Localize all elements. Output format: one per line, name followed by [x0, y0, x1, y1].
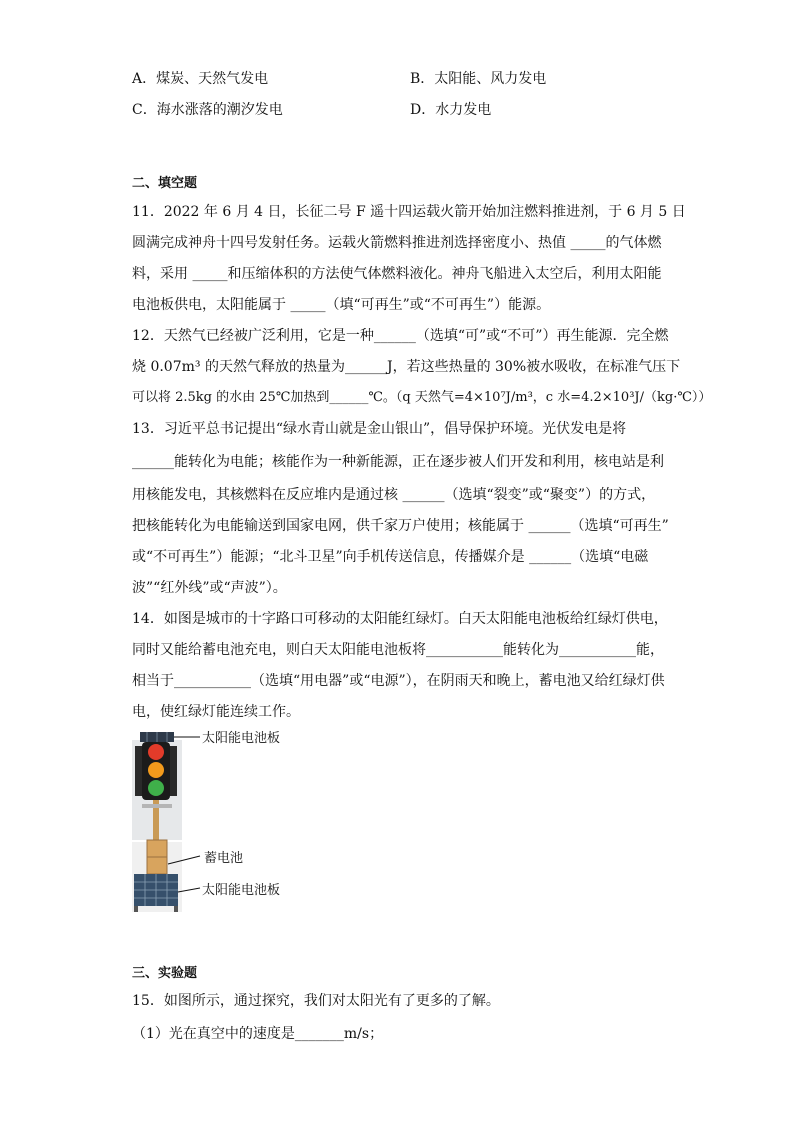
- option-a: A．煤炭、天然气发电: [132, 71, 269, 87]
- label-battery: 蓄电池: [204, 851, 244, 866]
- q14-line-4: 电，使红绿灯能连续工作。: [132, 704, 300, 720]
- q15-line-1: 15．如图所示，通过探究，我们对太阳光有了更多的了解。: [132, 993, 500, 1009]
- q11-line-4: 电池板供电，太阳能属于 _____（填“可再生”或“不可再生”）能源。: [132, 297, 551, 313]
- option-d: D．水力发电: [410, 102, 492, 118]
- q15-line-2: （1）光在真空中的速度是_______m/s；: [132, 1026, 384, 1042]
- q13-line-6: 波”“红外线”或“声波”）。: [132, 580, 287, 596]
- q13-line-1: 13．习近平总书记提出“绿水青山就是金山银山”，倡导保护环境。光伏发电是将: [132, 421, 627, 437]
- yellow-light-icon: [148, 762, 164, 778]
- q14-line-2: 同时又能给蓄电池充电，则白天太阳能电池板将___________能转化为___________能，: [132, 642, 664, 658]
- option-c: C．海水涨落的潮汐发电: [132, 102, 283, 118]
- q11-line-3: 料，采用 _____和压缩体积的方法使气体燃料液化。神舟飞船进入太空后，利用太阳能: [132, 266, 662, 282]
- q13-line-5: 或“不可再生”）能源；“北斗卫星”向手机传送信息，传播媒介是 ______（选填“电磁: [132, 549, 649, 565]
- section-title-fill-blank: 二、填空题: [132, 176, 198, 191]
- q13-line-3: 用核能发电，其核燃料在反应堆内是通过核 ______（选填“裂变”或“聚变”）的方式，: [132, 487, 656, 503]
- q12-line-3: 可以将 2.5kg 的水由 25℃加热到______℃。（q 天然气=4×10⁷J/m³，c 水=4.2×10³J/（kg·℃））: [132, 390, 712, 405]
- q14-line-3: 相当于___________（选填“用电器”或“电源”），在阴雨天和晚上，蓄电池又给红绿灯供: [132, 673, 665, 689]
- green-light-icon: [148, 780, 164, 796]
- label-top-solar-panel: 太阳能电池板: [202, 731, 281, 746]
- q14-line-1: 14．如图是城市的十字路口可移动的太阳能红绿灯。白天太阳能电池板给红绿灯供电，: [132, 611, 668, 627]
- solar-traffic-light-figure: [132, 732, 302, 912]
- q11-line-2: 圆满完成神舟十四号发射任务。运载火箭燃料推进剂选择密度小、热值 _____的气体燃: [132, 235, 662, 251]
- q11-line-1: 11．2022 年 6 月 4 日，长征二号 F 遥十四运载火箭开始加注燃料推进剂，于 6 月 5 日: [132, 204, 686, 220]
- section-title-experiment: 三、实验题: [132, 966, 198, 981]
- q12-line-2: 烧 0.07m³ 的天然气释放的热量为______J，若这些热量的 30%被水吸收，在标准气压下: [132, 359, 681, 375]
- q13-line-2: ______能转化为电能；核能作为一种新能源，正在逐步被人们开发和利用，核电站是利: [132, 454, 664, 470]
- label-bottom-solar-panel: 太阳能电池板: [202, 883, 281, 898]
- q13-line-4: 把核能转化为电能输送到国家电网，供千家万户使用；核能属于 ______（选填“可再生”: [132, 518, 669, 534]
- option-b: B．太阳能、风力发电: [410, 71, 547, 87]
- red-light-icon: [148, 744, 164, 760]
- q12-line-1: 12．天然气已经被广泛利用，它是一种______（选填“可”或“不可”）再生能源．完全燃: [132, 328, 669, 344]
